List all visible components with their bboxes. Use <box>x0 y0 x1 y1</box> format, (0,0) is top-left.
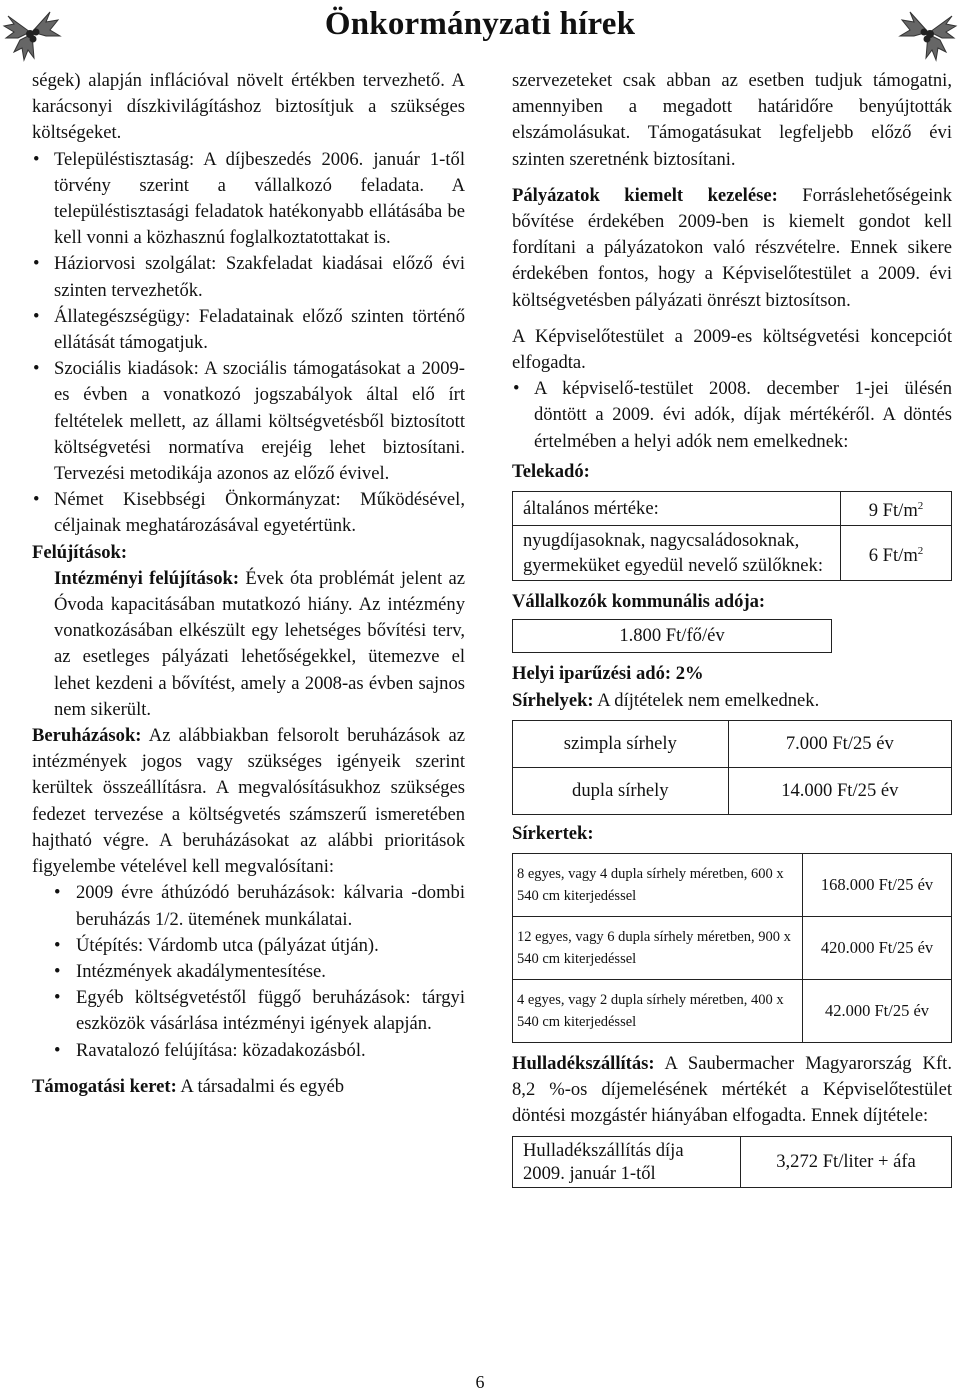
renovations-heading: Felújítások: <box>32 541 128 563</box>
investments-bullet-list <box>32 880 465 1063</box>
telekado-heading: Telekadó: <box>512 460 590 482</box>
table-cell: 7.000 Ft/25 év <box>728 720 951 767</box>
sirkert-heading: Sírkertek: <box>512 822 594 844</box>
table-cell: 168.000 Ft/25 év <box>803 854 952 917</box>
table-row <box>513 720 952 767</box>
list-item: • Szociális kiadások: A szociális támogatásokat a 2009-es évben a vonatkozó jogszabályok által elő írt feltételek mellett, az állami költségvetésből biztosított költségvetési normatíva erejéig lehet biztosítani. Tervezési metodikája azonos az előző évivel. <box>32 356 465 487</box>
budget-bullet-list <box>32 147 465 540</box>
tenders-text: Forráslehetőségeink bővítése érdekében 2009-ben is kiemelt gondot kell fordítani a pályázatokon való részvételre. Ennek sikere érdekében fontos, hogy a Képviselőtestület a 2009. évi költségvetésben pályázati önrészt biztosítson. <box>512 184 953 311</box>
table-row <box>513 620 832 653</box>
table-row <box>513 767 952 814</box>
right-column <box>512 68 952 1188</box>
table-cell: 12 egyes, vagy 6 dupla sírhely méretben, 900 x 540 cm kiterjedéssel <box>513 917 803 980</box>
support-paragraph <box>32 1074 465 1100</box>
table-cell: 8 egyes, vagy 4 dupla sírhely méretben, 600 x 540 cm kiterjedéssel <box>513 854 803 917</box>
table-cell: általános mértéke: <box>513 492 841 526</box>
investments-text: Az alábbiakban felsorolt beruházások az intézmények jogos vagy szükséges igényeik szerint kerültek összeállításra. A megvalósításukhoz szükséges fedezet tervezése a költségvetés számszerű ismeretében hajtható végre. A beruházásokat az alábbi prioritások figyelembe vételével kell megvalósítani: <box>32 725 465 878</box>
page-number: 6 <box>475 1372 485 1392</box>
table-cell: 4 egyes, vagy 2 dupla sírhely méretben, 400 x 540 cm kiterjedéssel <box>513 980 803 1043</box>
table-cell: 3,272 Ft/liter + áfa <box>741 1136 952 1187</box>
table-cell: szimpla sírhely <box>513 720 729 767</box>
tenders-label: Pályázatok kiemelt kezelése: <box>512 184 778 206</box>
table-row <box>513 980 952 1043</box>
table-row <box>513 854 952 917</box>
support-label: Támogatási keret: <box>32 1075 177 1097</box>
list-item: • 2009 évre áthúzódó beruházások: kálvaria -dombi beruházás 1/2. ütemének munkálatai. <box>32 880 465 932</box>
vallalkozok-heading: Vállalkozók kommunális adója: <box>512 591 766 613</box>
table-row <box>513 917 952 980</box>
waste-table <box>512 1136 952 1188</box>
investments-paragraph <box>32 723 465 880</box>
waste-paragraph <box>512 1051 952 1130</box>
table-row <box>513 492 952 526</box>
page-title: Önkormányzati hírek <box>324 6 636 42</box>
list-item: • Településtisztaság: A díjbeszedés 2006. január 1-től törvény szerint a vállalkozó feladata. A településtisztasági feladatok hatékonyabb ellátásába be kell vonni a közhasznú foglalkoztatottakat is. <box>32 147 465 252</box>
sirhely-table <box>512 720 952 815</box>
table-cell: 42.000 Ft/25 év <box>803 980 952 1043</box>
institutional-renovations-paragraph <box>32 566 465 723</box>
intro-paragraph: ségek) alapján inflációval növelt értékben tervezhető. A karácsonyi díszkivilágításhoz biztosítjuk a szükséges költségeket. <box>32 70 465 144</box>
list-item: • Egyéb költségvetéstől függő beruházások: tárgyi eszközök vásárlása intézményi igények alapján. <box>32 985 465 1037</box>
table-cell: 6 $Ft/m^2$ <box>841 526 952 581</box>
support-text: A társadalmi és egyéb <box>176 1075 345 1097</box>
table-row <box>513 1136 952 1187</box>
table-cell: 14.000 Ft/25 év <box>728 767 951 814</box>
table-cell: 1.800 Ft/fő/év <box>513 620 832 653</box>
list-item: • Útépítés: Várdomb utca (pályázat útján). <box>32 933 465 959</box>
table-cell: Hulladékszállítás díja 2009. január 1-től <box>513 1136 741 1187</box>
tax-bullet-list <box>512 376 952 455</box>
list-item: • Háziorvosi szolgálat: Szakfeladat kiadásai előző évi szinten tervezhetők. <box>32 251 465 303</box>
sirkert-table <box>512 853 952 1043</box>
iparuzesi-heading: Helyi iparűzési adó: 2% <box>512 663 704 685</box>
table-row <box>513 526 952 581</box>
waste-text: A Saubermacher Magyarország Kft. 8,2 %-os díjemelésének mértékét a Képviselőtestület döntési mozgástér hiányában elfogadta. Ennek díjtétele: <box>512 1053 952 1127</box>
table-cell: dupla sírhely <box>513 767 729 814</box>
list-item: • Állategészségügy: Feladatainak előző szinten történő ellátását támogatjuk. <box>32 304 465 356</box>
table-cell: nyugdíjasoknak, nagycsaládosoknak, gyermeküket egyedül nevelő szülőknek: <box>513 526 841 581</box>
tenders-paragraph <box>512 183 952 314</box>
left-column <box>32 68 465 1100</box>
waste-label: Hulladékszállítás: <box>512 1053 655 1075</box>
table-cell: 420.000 Ft/25 év <box>803 917 952 980</box>
table-cell: 9 $Ft/m^2$ <box>841 492 952 526</box>
investments-label: Beruházások: <box>32 725 142 747</box>
list-item: • Ravatalozó felújítása: közadakozásból. <box>32 1038 465 1064</box>
vallalkozok-table <box>512 619 832 653</box>
sirhely-text: A díjtételek nem emelkednek. <box>593 689 820 711</box>
list-item: • A képviselő-testület 2008. december 1-jei ülésén döntött a 2009. évi adók, díjak mértékéről. A döntés értelmében a helyi adók nem emelkednek: <box>512 376 952 455</box>
concept-paragraph: A Képviselőtestület a 2009-es költségvetési koncepciót elfogadta. <box>512 325 952 374</box>
institutional-renovations-label: Intézményi felújítások: <box>54 567 240 589</box>
sirhely-paragraph <box>512 688 952 714</box>
institutional-renovations-text: Évek óta problémát jelent az Óvoda kapacitásában mutatkozó hiány. Az intézmény vonatkozásában elkészült egy lehetséges bővítési terv, az esetleges pályázati lehetőségekkel, ütemezve el lehet kezdeni a bővítést, amely a 2008-as évben sajnos nem sikerült. <box>54 567 465 720</box>
list-item: • Intézmények akadálymentesítése. <box>32 959 465 985</box>
list-item: • Német Kisebbségi Önkormányzat: Működésével, céljainak meghatározásával egyetértünk. <box>32 487 465 539</box>
telekado-table <box>512 491 952 581</box>
sirhely-label: Sírhelyek: <box>512 689 594 711</box>
organizations-paragraph: szervezeteket csak abban az esetben tudjuk támogatni, amennyiben a megadott határidőre benyújtották elszámolásukat. Támogatásukat legfeljebb előző évi szinten szeretnénk biztosítani. <box>512 70 952 170</box>
